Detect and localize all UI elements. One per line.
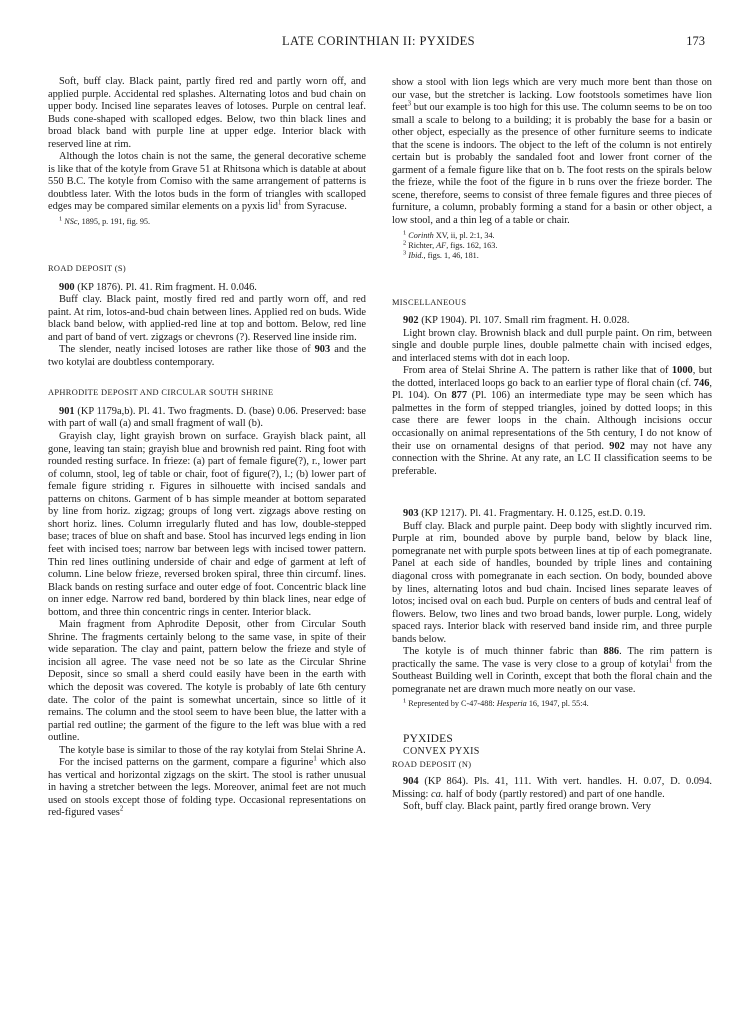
text: from Syracuse. (281, 201, 347, 213)
entry-header-text: (KP 1217). Pl. 41. Fragmentary. H. 0.125, est.D. 0.19. (418, 508, 646, 520)
footnote-ref: 3 (407, 100, 411, 108)
text: and the two kotylai are doubtless contemporary. (48, 344, 366, 368)
section-heading-road-deposit-n: ROAD DEPOSIT (N) (392, 759, 472, 769)
cross-ref: 886 (603, 646, 620, 658)
entry-902-description: Light brown clay. Brownish black and dull purple paint. On rim, between single and double purple lines, double palmette chain with incised edges, and interlaced stems with dot in each loop. (392, 327, 712, 364)
entry-903-comment (392, 646, 712, 696)
catalog-entry-902-header (392, 315, 712, 328)
catalog-entry-904-header (392, 776, 712, 801)
subsection-heading-convex-pyxis: CONVEX PYXIS (403, 745, 480, 757)
footnote-mark: 2 (403, 238, 407, 246)
cross-ref: 746 (693, 377, 710, 389)
cross-ref: 902 (609, 440, 625, 452)
footnote-text: Richter, (408, 240, 437, 250)
cross-ref: 877 (451, 390, 468, 402)
footnote (392, 238, 712, 251)
section-heading-road-deposit-s: ROAD DEPOSIT (S) (48, 264, 127, 274)
entry-903-description: Buff clay. Black and purple paint. Deep body with slightly incurved rim. Purple at rim, bounded above by purple band, below by black line, pomegranate net with purple spots between lines at tip of each pomegranate. Panel at each side of handles, bounded by triple lines and containing diagonal cross with pomegranate in each section. On body, bounded above by lines, alternating lotos and bud chain. Incised lines separate leaves of lotos; incised oval on each bud. Purple on centers of buds and central leaf of flowers. Below, two lines and two broad bands, lower purple. Long, widely spaced rays. Interior black with reserved band inside rim, and three purple bands below. (392, 520, 712, 645)
catalog-number: 900 (59, 281, 75, 293)
catalog-entry-900-header (48, 282, 366, 295)
section-heading-pyxides: PYXIDES (403, 733, 453, 746)
page-number: 173 (686, 34, 705, 48)
entry-header-text: (KP 864). Pls. 41, 111. With vert. handles. H. 0.07, D. 0.094. Missing: (392, 776, 712, 800)
footnote-italic: Ibid. (408, 250, 424, 260)
footnote (392, 228, 712, 241)
section-heading-miscellaneous: MISCELLANEOUS (392, 297, 467, 307)
entry-901-comment-3 (48, 757, 366, 820)
footnote-text: XV, ii, pl. 2:1, 34. (433, 230, 495, 240)
section-heading-aphrodite-deposit: APHRODITE DEPOSIT AND CIRCULAR SOUTH SHRINE (48, 388, 274, 398)
entry-900-comment (48, 344, 366, 369)
footnote-text: , figs. 1, 46, 181. (423, 250, 479, 260)
footnote-text: 16, 1947, pl. 55:4. (526, 699, 589, 709)
entry-header-text: (KP 1179a,b). Pl. 41. Two fragments. D. (base) 0.06. Preserved: base with part of wall (a) and small fragment of wall (b). (48, 405, 366, 430)
entry-902-comment (392, 365, 712, 478)
footnote-text: Represented by C-47-488: (408, 699, 497, 709)
running-head-title: LATE CORINTHIAN II: PYXIDES (281, 34, 476, 48)
cross-ref: 903 (314, 344, 331, 356)
catalog-number: 903 (403, 508, 419, 520)
cross-ref: 1000 (671, 365, 693, 377)
text: The kotyle is of much thinner fabric than (403, 646, 604, 658)
footnote (392, 699, 712, 709)
footnote-mark: 3 (403, 248, 407, 256)
footnote-mark: 1 (59, 215, 63, 223)
text: from the Southeast Building well in Corinth, except that both the floral chain and the pomegranate net are drawn much more neatly on our vase. (392, 658, 713, 695)
footnote-italic: AF (436, 240, 447, 250)
footnote-text: , 1895, p. 191, fig. 95. (77, 217, 151, 227)
catalog-number: 902 (403, 315, 419, 327)
text: For the incised patterns on the garment, compare a figurine (59, 757, 314, 769)
catalog-entry-903-header (392, 508, 712, 521)
footnote-mark: 1 (403, 228, 407, 236)
text: which also has vertical and horizontal zigzags on the skirt. The stool is rather unusual in having a stretcher between the legs. Moreover, animal feet are not much used on stools except those of folding type. Occasional representations on red-figured vases (48, 757, 366, 819)
entry-header-text: (KP 1904). Pl. 107. Small rim fragment. H. 0.028. (418, 315, 630, 327)
running-head (52, 34, 705, 54)
text: . The rim pattern is practically the same. The vase is very close to a group of kotylai (392, 646, 712, 670)
footnote-italic: NSc (64, 217, 78, 227)
left-paragraph-1: Soft, buff clay. Black paint, partly fired red and partly worn off, and applied purple. Accidental red splashes. Alternating lotos and bud chain on upper body. Incised line separates leaves of lotoses. Purple on central leaf. Buds cone-shaped with scalloped edges. Below, two thin black lines and broad black band with purple line at upper edge. Interior black with reserved line at rim. (48, 76, 366, 150)
entry-901-comment-2: The kotyle base is similar to those of the ray kotylai from Stelai Shrine A. (59, 744, 366, 756)
footnote-ref: 1 (668, 657, 673, 665)
entry-900-description: Buff clay. Black paint, mostly fired red and partly worn off, and red paint. At rim, lotos-and-bud chain between lines. Applied red on buds. Wide black band below, with applied-red line at top and bottom. Below, red line and part of band of vert. zigzags or chevrons (?). Reserved line inside rim. (48, 294, 366, 343)
entry-901-comment-1: Main fragment from Aphrodite Deposit, other from Circular South Shrine. The fragments certainly belong to the same vase, in spite of their wide separation. The clay and paint, pattern below the frieze and style of incision all agree. The vase need not be so late as the Circular Shrine Deposit, since so small a sherd could easily have been in the earth with which the deposit was covered. The kotyle is probably of late 6th century date. The color of the paint is somewhat uncertain, since so little of it remains. The column and the stool seem to have been blue, the latter with a partial red outline; the garment of the figure to the left was blue with a red outline. (48, 619, 366, 744)
footnote-ref: 2 (119, 805, 124, 813)
text: From area of Stelai Shrine A. The pattern is rather like that of (403, 365, 672, 377)
text: (Pl. 106) an intermediate type may be seen which has palmettes in the form of stepped triangles, joined by dotted loops; in this case there are fewer loops in the chain. Although incisions occur occasionally on animal representations of the 5th century, I do not know of their use on ornamental designs of that period. (392, 390, 712, 452)
catalog-number: 904 (403, 776, 419, 788)
text: , Pl. 104). On (392, 377, 712, 402)
footnote-italic: Hesperia (496, 699, 527, 709)
text: show a stool with lion legs which are very much more bent than those on our vase, but the stretcher is lacking. Low footstools sometimes have lion feet (392, 77, 712, 114)
footnote (392, 248, 712, 261)
entry-904-description: Soft, buff clay. Black paint, partly fired orange brown. Very (403, 801, 651, 813)
text: The slender, neatly incised lotoses are rather like those of (59, 344, 315, 356)
footnote-ref: 1 (277, 200, 282, 207)
entry-header-text: half of body (partly restored) and part of one handle. (443, 788, 665, 800)
footnote-mark: 1 (403, 697, 407, 705)
entry-header-italic: ca. (430, 788, 444, 800)
catalog-entry-901-header (48, 406, 366, 431)
text: may not have any connection with the Shrine. At any rate, an LC II classification seems to be preferable. (392, 440, 712, 477)
entry-header-text: (KP 1876). Pl. 41. Rim fragment. H. 0.046. (74, 281, 257, 293)
right-column (392, 77, 712, 814)
entry-901-description: Grayish clay, light grayish brown on surface. Grayish black paint, all gone, leaving tan stain; grayish blue and brownish red paint. Ring foot with rounded resting surface. In frieze: (a) part of female figure(?), r., lower part of column, stool, leg of table or chair, foot of figure(?), l.; (b) lower part of female figure striding r. Figures in silhouette with incised sandals and patterns on chitons. Garment of b has simple meander at bottom separated by line from horiz. zigzag; groups of long vert. zigzags above resting on short horiz. lines. Column irregularly fluted and has low, double-stepped base; traces of blue on shaft and base. Stool has incurved legs ending in lion feet with incised toes; narrow bar between legs with incised tower pattern. Thin red lines outlining underside of chair and edge of garment at left of column. Line below frieze, reversed broken spiral, three thin circumf. lines. Black bands on resting surface and outer edge of foot. Concentric black line on inner edge. Narrow red band, bordered by thin black lines, near edge of bottom, and three thin concentric rings in center. Interior black. (48, 431, 366, 618)
text: but our example is too high for this use. The column seems to be on too small a scale to belong to a building; it is probably the base for a basin or other object, especially as the presence of other furniture seems to indicate that the scene is indoors. The object to the left of the column is not entirely certain but is probably the sandaled foot and lower front corner of the garment of a female figure like that on b. The foot rests on the spirals below the frieze, while the foot of the figure in b runs over the frieze border. The scene, therefore, seems to consist of three female figures and three pieces of furniture, a column, probably forming a stand for a basin or other object, a low stool, and a thin leg of a table or chair. (392, 102, 712, 227)
footnote (48, 217, 366, 227)
catalog-number: 901 (59, 405, 75, 417)
left-paragraph-2 (48, 151, 366, 214)
footnote-text: , figs. 162, 163. (446, 240, 498, 250)
text: Although the lotos chain is not the same, the general decorative scheme is like that of the kotyle from Grave 51 at Rhitsona which is datable at about 550 B.C. The kotyle from Comiso with the same arrangement of patterns is doubtless later. With the lotos buds in the form of triangles with scalloped edges may be compared similar elements on a pyxis lid (48, 151, 366, 213)
left-column (48, 76, 366, 820)
footnote-italic: Corinth (408, 230, 434, 240)
text: , but the dotted, interlaced loops go back to an earlier type of floral chain (cf. (392, 365, 712, 389)
footnote-ref: 1 (313, 755, 317, 763)
right-paragraph-continued (392, 77, 712, 228)
